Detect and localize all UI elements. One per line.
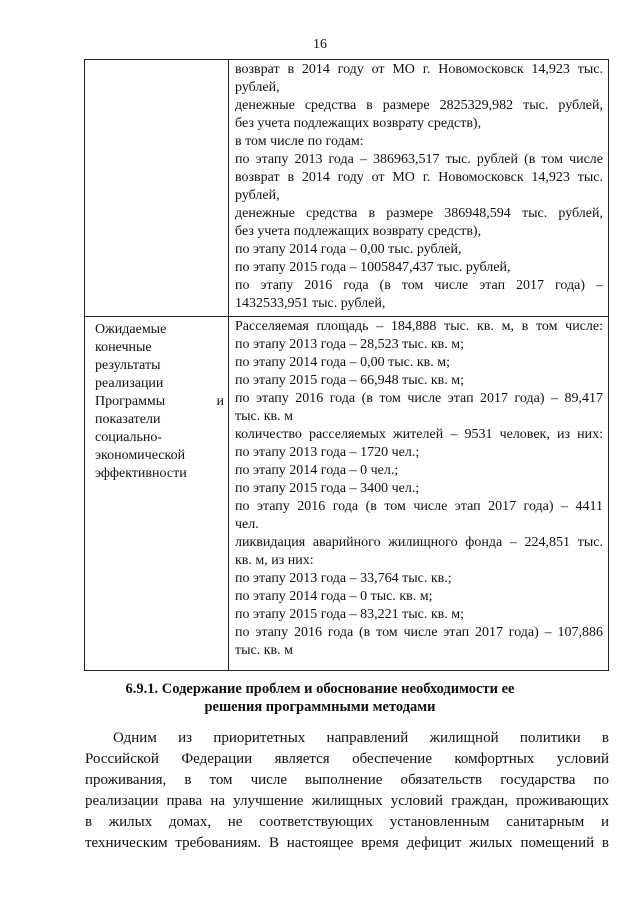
text-line: по этапу 2014 года – 0 тыс. кв. м; [235, 589, 433, 604]
label-line: показатели [95, 412, 161, 427]
text-line: по этапу 2015 года – 3400 чел.; [235, 481, 420, 496]
label-line: экономической [95, 448, 186, 463]
section-title-line: решения программными методами [204, 699, 436, 715]
paragraph-line: в жилых домах, не соответствующих установленным санитарным и [85, 814, 609, 830]
text-line: по этапу 2015 года – 1005847,437 тыс. рублей, [235, 260, 511, 275]
text-line: по этапу 2014 года – 0 чел.; [235, 463, 399, 478]
label-line: результаты [95, 358, 161, 373]
text-line: по этапу 2013 года – 1720 чел.; [235, 445, 420, 460]
table-row [85, 317, 609, 671]
text-line: по этапу 2016 года (в том числе этап 2017 года) – 89,417 [235, 391, 603, 406]
label-cell-empty [85, 60, 229, 317]
paragraph-line: Одним из приоритетных направлений жилищной политики в [113, 730, 609, 746]
paragraph-line: техническим требованиям. В настоящее время дефицит жилых помещений в [85, 835, 609, 851]
text-line: по этапу 2014 года – 0,00 тыс. рублей, [235, 242, 462, 257]
paragraph-line: проживания, в том числе выполнение обязательств государства по [85, 772, 609, 788]
paragraph-line: Российской Федерации является обеспечение комфортных условий [85, 751, 609, 767]
table-row [85, 60, 609, 317]
text-line: тыс. кв. м [235, 409, 294, 424]
value-cell [229, 60, 609, 317]
text-line: без учета подлежащих возврату средств), [235, 224, 482, 239]
text-line: ликвидация аварийного жилищного фонда – 224,851 тыс. [235, 535, 603, 550]
text-line: 1432533,951 тыс. рублей, [235, 296, 386, 311]
text-line: рублей, [235, 80, 280, 95]
label-line: социально- [95, 430, 163, 445]
text-line: по этапу 2013 года – 33,764 тыс. кв.; [235, 571, 452, 586]
text-line: количество расселяемых жителей – 9531 человек, из них: [235, 427, 603, 442]
text-line: возврат в 2014 году от МО г. Новомосковск 14,923 тыс. [235, 62, 603, 77]
text-line: по этапу 2016 года (в том числе этап 2017 года) – 4411 [235, 499, 603, 514]
text-line: возврат в 2014 году от МО г. Новомосковск 14,923 тыс. [235, 170, 603, 185]
body-paragraph [85, 728, 609, 854]
label-line: Ожидаемые [95, 322, 167, 337]
program-passport-table [84, 59, 609, 671]
label-line [95, 393, 224, 411]
text-line: чел. [235, 517, 259, 532]
text-line: по этапу 2016 года (в том числе этап 2017 года) – 107,886 [235, 625, 603, 640]
text-line: Расселяемая площадь – 184,888 тыс. кв. м, в том числе: [235, 319, 603, 334]
label-line: реализации [95, 376, 164, 391]
page-number: 16 [313, 37, 327, 52]
label-line: эффективности [95, 466, 187, 481]
label-word: и [216, 394, 224, 409]
text-line: рублей, [235, 188, 280, 203]
text-line: по этапу 2014 года – 0,00 тыс. кв. м; [235, 355, 451, 370]
text-line: тыс. кв. м [235, 643, 294, 658]
label-line: конечные [95, 340, 152, 355]
paragraph-line: реализации права на улучшение жилищных условий граждан, проживающих [85, 793, 609, 809]
text-line: по этапу 2013 года – 386963,517 тыс. рублей (в том числе [235, 152, 603, 167]
label-word: Программы [95, 394, 166, 409]
text-line: по этапу 2015 года – 83,221 тыс. кв. м; [235, 607, 465, 622]
text-line: по этапу 2016 года (в том числе этап 2017 года) – [235, 278, 603, 293]
text-line: без учета подлежащих возврату средств), [235, 116, 482, 131]
text-line: кв. м, из них: [235, 553, 314, 568]
text-line: по этапу 2013 года – 28,523 тыс. кв. м; [235, 337, 465, 352]
text-line: по этапу 2015 года – 66,948 тыс. кв. м; [235, 373, 465, 388]
label-cell [85, 317, 229, 671]
text-line: денежные средства в размере 2825329,982 тыс. рублей, [235, 98, 603, 113]
section-title [0, 680, 640, 716]
text-line: денежные средства в размере 386948,594 тыс. рублей, [235, 206, 603, 221]
text-line: в том числе по годам: [235, 134, 364, 149]
value-cell [229, 317, 609, 671]
section-title-line: 6.9.1. Содержание проблем и обоснование необходимости ее [125, 681, 515, 697]
